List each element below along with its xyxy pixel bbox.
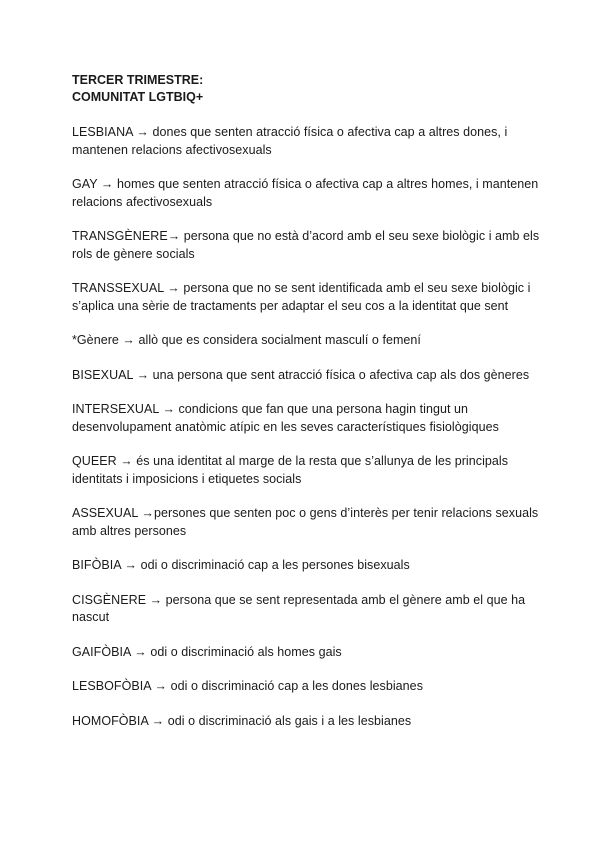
document-page [72, 72, 542, 747]
document-title [72, 72, 542, 106]
definition-queer: QUEER → és una identitat al marge de la resta que s’allunya de les principals identitats i imposicions i etiquetes socials [72, 454, 509, 486]
definition-homofobia: HOMOFÒBIA → odi o discriminació als gais i a les lesbianes [72, 713, 412, 728]
definition-bisexual: BISEXUAL → una persona que sent atracció física o afectiva cap als dos gèneres [72, 367, 530, 382]
definition-genere: *Gènere → allò que es considera socialment masculí o femení [72, 333, 421, 347]
title-line-1: TERCER TRIMESTRE: [72, 73, 204, 87]
definition-cisgenere: CISGÈNERE → persona que se sent representada amb el gènere amb el que ha nascut [72, 592, 526, 624]
definition-lesbiana: LESBIANA → dones que senten atracció física o afectiva cap a altres dones, i mantenen relacions afectivosexuals [72, 125, 508, 157]
definitions-list [72, 124, 542, 730]
definition-gaifobia: GAIFÒBIA → odi o discriminació als homes gais [72, 644, 342, 659]
definition-lesbofobia: LESBOFÒBIA → odi o discriminació cap a les dones lesbianes [72, 679, 423, 693]
definition-transsexual: TRANSSEXUAL → persona que no se sent identificada amb el seu sexe biològic i s’aplica una sèrie de tractaments per adaptar el seu cos a la identitat que sent [72, 281, 531, 313]
definition-gay: GAY → homes que senten atracció física o afectiva cap a altres homes, i mantenen relacions afectivosexuals [72, 177, 539, 209]
title-line-2: COMUNITAT LGTBIQ+ [72, 90, 204, 104]
definition-assexual: ASSEXUAL →persones que senten poc o gens d’interès per tenir relacions sexuals amb altres persones [72, 506, 539, 538]
definition-intersexual: INTERSEXUAL → condicions que fan que una persona hagin tingut un desenvolupament anatòmic atípic en les seves característiques fisiològiques [72, 402, 499, 434]
definition-bifobia: BIFÒBIA → odi o discriminació cap a les persones bisexuals [72, 558, 410, 572]
definition-transgenere: TRANSGÈNERE→ persona que no està d’acord amb el seu sexe biològic i amb els rols de gènere socials [72, 229, 540, 261]
